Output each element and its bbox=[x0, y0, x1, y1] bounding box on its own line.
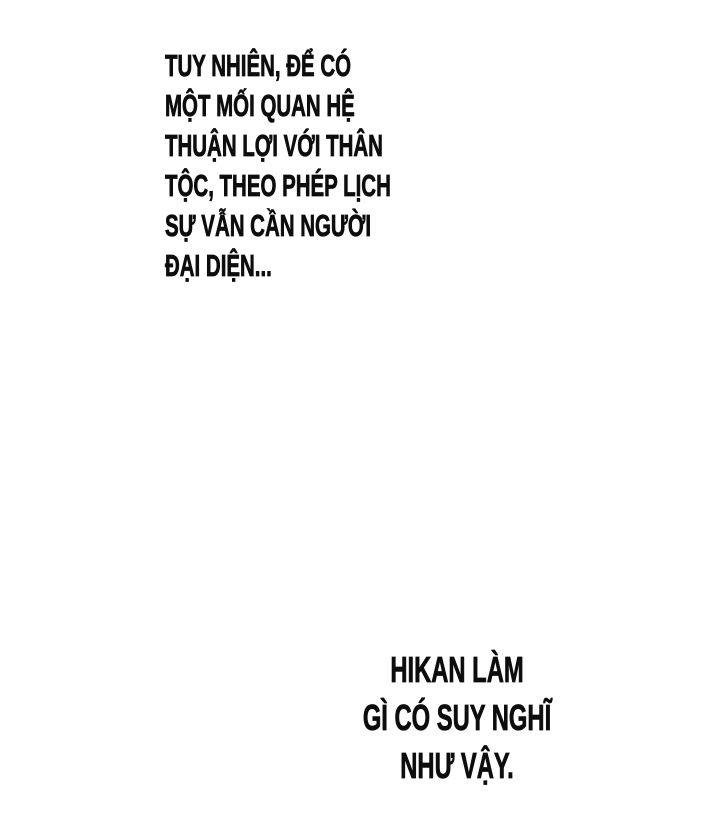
narration-text-block bbox=[165, 46, 391, 286]
dialogue-line: HIKAN LÀM bbox=[390, 649, 524, 690]
dialogue-text-block bbox=[358, 646, 556, 790]
narration-line: ĐẠI DIỆN... bbox=[165, 248, 272, 283]
narration-line: THUẬN LỢI VỚI THÂN bbox=[165, 128, 383, 163]
narration-line: TUY NHIÊN, ĐỂ CÓ bbox=[165, 48, 352, 83]
dialogue-line: GÌ CÓ SUY NGHĨ bbox=[362, 697, 552, 738]
dialogue-line: NHƯ VẬY. bbox=[400, 745, 514, 786]
narration-line: SỰ VẪN CẦN NGƯỜI bbox=[165, 208, 372, 243]
narration-line: TỘC, THEO PHÉP LỊCH bbox=[165, 168, 391, 203]
narration-line: MỘT MỐI QUAN HỆ bbox=[165, 88, 355, 123]
